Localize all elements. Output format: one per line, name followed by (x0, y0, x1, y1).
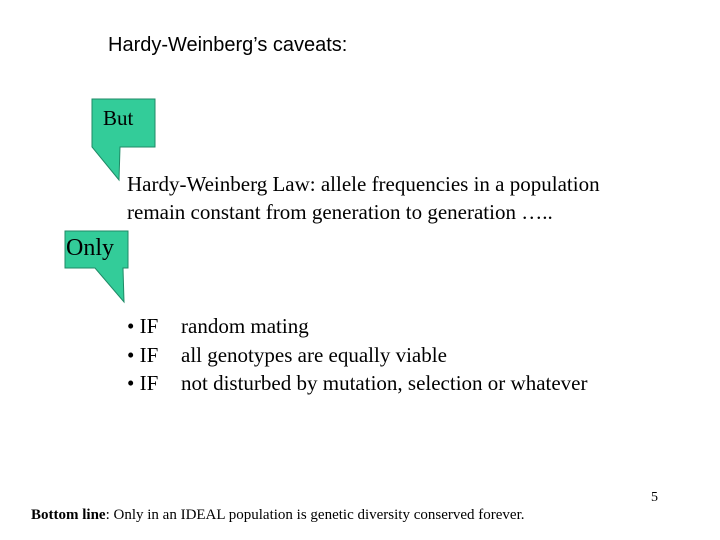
hardy-weinberg-law-text (127, 170, 600, 226)
slide-title: Hardy-Weinberg’s caveats: (108, 34, 348, 56)
bottom-line-text: : Only in an IDEAL population is genetic diversity conserved forever. (105, 507, 525, 523)
condition-text: all genotypes are equally viable (181, 342, 447, 367)
but-callout-label: But (103, 106, 134, 130)
list-item (127, 369, 588, 398)
page-number: 5 (651, 490, 658, 505)
bottom-line-label: Bottom line (31, 507, 106, 523)
law-line: Hardy-Weinberg Law: allele frequencies in a population (127, 172, 600, 196)
list-item (127, 341, 588, 370)
law-line: remain constant from generation to generation ….. (127, 200, 553, 224)
bullet-label: • IF (127, 314, 159, 338)
bottom-line (31, 507, 525, 524)
list-item (127, 312, 588, 341)
condition-text: random mating (181, 314, 309, 338)
only-callout-label: Only (66, 235, 114, 261)
bullet-label: • IF (127, 342, 159, 367)
conditions-list (127, 312, 588, 398)
condition-text: not disturbed by mutation, selection or whatever (181, 371, 588, 395)
bullet-label: • IF (127, 371, 159, 395)
